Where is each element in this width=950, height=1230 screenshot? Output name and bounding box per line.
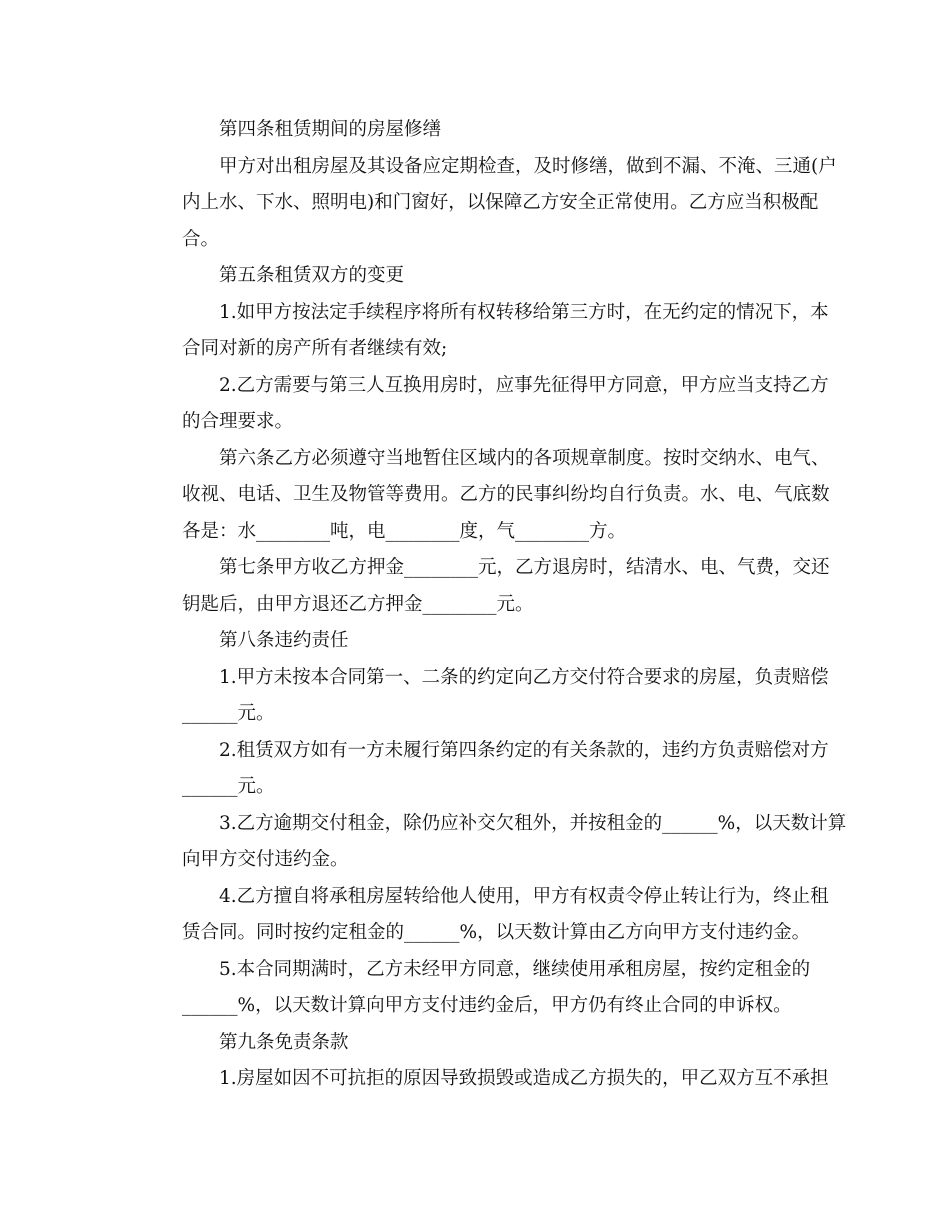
article-7 xyxy=(145,550,830,623)
text-line: 第四条租赁期间的房屋修缮 xyxy=(219,119,442,140)
article-9-heading xyxy=(145,1025,810,1062)
text-line: 1.房屋如因不可抗拒的原因导致损毁或造成乙方损失的，甲乙双方互不承担 xyxy=(219,1068,829,1089)
text-line: 2.租赁双方如有一方未履行第四条约定的有关条款的，违约方负责赔偿对方 xyxy=(219,739,829,761)
text-line: 合。 xyxy=(182,228,220,250)
text-line: ______元。 xyxy=(182,776,275,797)
text-line: 各是：水________吨，电________度，气________方。 xyxy=(182,520,627,542)
text-line: 第八条违约责任 xyxy=(219,630,349,651)
text-line: 钥匙后，由甲方退还乙方押金________元。 xyxy=(182,593,534,615)
text-line: 第九条免责条款 xyxy=(219,1031,349,1053)
article-5-item-2 xyxy=(145,368,829,441)
article-5-heading xyxy=(145,258,810,295)
text-line: 1.如甲方按法定手续程序将所有权转移给第三方时，在无约定的情况下，本 xyxy=(219,301,829,323)
article-8-item-1 xyxy=(145,660,829,733)
text-line: 第七条甲方收乙方押金________元，乙方退房时，结清水、电、气费，交还 xyxy=(219,557,830,578)
text-line: 向甲方交付违约金。 xyxy=(182,849,349,870)
text-line: 第六条乙方必须遵守当地暂住区域内的各项规章制度。按时交纳水、电气、 xyxy=(219,447,830,469)
article-8-item-5 xyxy=(145,952,810,1025)
article-4-heading xyxy=(145,112,810,149)
text-line: 第五条租赁双方的变更 xyxy=(219,265,405,286)
article-6 xyxy=(145,441,830,551)
text-line: 的合理要求。 xyxy=(182,411,294,432)
article-8-item-2 xyxy=(145,733,829,806)
text-line: 内上水、下水、照明电)和门窗好，以保障乙方安全正常使用。乙方应当积极配 xyxy=(182,192,819,213)
text-line: ______元。 xyxy=(182,703,275,724)
document-page xyxy=(145,112,847,1098)
text-line: 甲方对出租房屋及其设备应定期检查，及时修缮，做到不漏、不淹、三通(户 xyxy=(219,155,837,177)
article-8-heading xyxy=(145,623,810,660)
text-line: 合同对新的房产所有者继续有效; xyxy=(182,338,448,359)
text-line: 2.乙方需要与第三人互换用房时，应事先征得甲方同意，甲方应当支持乙方 xyxy=(219,374,829,396)
article-8-item-3 xyxy=(145,806,847,879)
text-line: 5.本合同期满时，乙方未经甲方同意，继续使用承租房屋，按约定租金的 xyxy=(219,958,811,980)
article-8-item-4 xyxy=(145,879,829,952)
text-line: 3.乙方逾期交付租金，除仍应补交欠租外，并按租金的______%，以天数计算 xyxy=(219,812,847,834)
text-line: 4.乙方擅自将承租房屋转给他人使用，甲方有权责令停止转让行为，终止租 xyxy=(219,885,829,907)
text-line: 1.甲方未按本合同第一、二条的约定向乙方交付符合要求的房屋，负责赔偿 xyxy=(219,666,829,688)
text-line: 收视、电话、卫生及物管等费用。乙方的民事纠纷均自行负责。水、电、气底数 xyxy=(182,484,830,505)
article-4-body xyxy=(145,149,837,259)
article-9-item-1 xyxy=(145,1061,829,1098)
text-line: ______%，以天数计算向甲方支付违约金后，甲方仍有终止合同的申诉权。 xyxy=(182,995,792,1016)
article-5-item-1 xyxy=(145,295,829,368)
text-line: 赁合同。同时按约定租金的______%，以天数计算由乙方向甲方支付违约金。 xyxy=(182,922,811,943)
